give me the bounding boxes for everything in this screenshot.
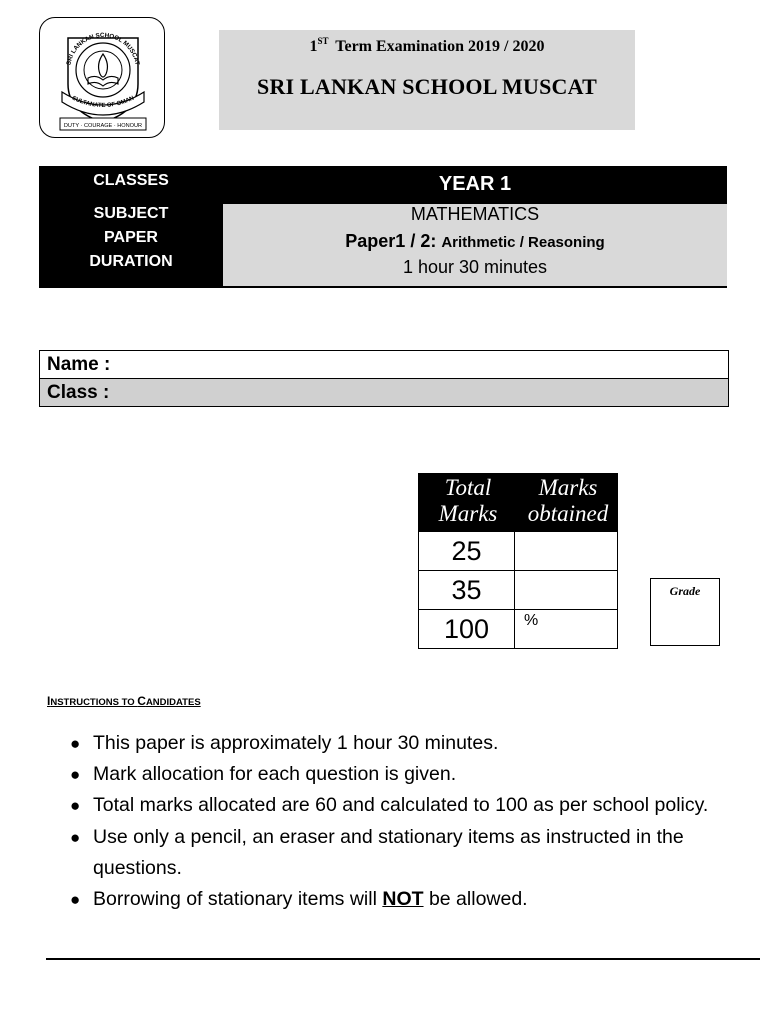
school-logo <box>39 17 165 138</box>
list-item: ● Use only a pencil, an eraser and stationary items as instructed in the questions. <box>70 822 730 884</box>
marks-table-header <box>418 473 618 531</box>
instructions-title: INSTRUCTIONS TO CANDIDATES <box>47 694 201 708</box>
term-title: 1ST Term Examination 2019 / 2020 <box>309 36 545 55</box>
duration-label: DURATION <box>89 253 173 270</box>
year-value: YEAR 1 <box>438 173 512 195</box>
list-item: ● Borrowing of stationary items will NOT be allowed. <box>70 884 730 915</box>
logo-arc-text: SRI LANKAN SCHOOL MUSCAT <box>65 31 141 66</box>
name-field[interactable] <box>40 351 728 379</box>
marks-obtained-header: Marks obtained <box>527 475 609 526</box>
duration-value: 1 hour 30 minutes <box>402 257 548 277</box>
exam-title-box <box>219 30 635 130</box>
list-item: ● This paper is approximately 1 hour 30 minutes. <box>70 728 730 759</box>
info-labels <box>39 166 223 286</box>
exam-info-table <box>39 166 727 288</box>
svg-text:SRI LANKAN SCHOOL MUSCAT <box>65 32 140 66</box>
obtained-cell[interactable] <box>514 570 618 610</box>
bullet-icon: ● <box>70 890 81 910</box>
classes-label: CLASSES <box>93 172 169 189</box>
bullet-icon: ● <box>70 765 81 785</box>
bullet-icon: ● <box>70 734 81 753</box>
obtained-cell[interactable] <box>514 531 618 571</box>
subject-label: SUBJECT <box>93 205 169 222</box>
grade-box[interactable] <box>650 578 720 646</box>
total-marks-header: Total Marks <box>438 475 498 526</box>
not-emphasis: NOT <box>382 888 424 911</box>
school-name: SRI LANKAN SCHOOL MUSCAT <box>257 74 597 99</box>
list-item: ● Mark allocation for each question is given. <box>70 759 730 790</box>
percentage-cell[interactable]: % <box>514 609 618 649</box>
subject-value: MATHEMATICS <box>410 204 540 224</box>
grade-label: Grade <box>669 584 701 598</box>
bullet-icon: ● <box>70 827 81 847</box>
marks-table <box>418 473 618 649</box>
total-cell: 100 <box>418 609 515 649</box>
name-label: Name : <box>47 354 111 375</box>
info-values <box>223 204 727 286</box>
total-cell: 25 <box>418 531 515 571</box>
student-details <box>39 350 729 407</box>
logo-band-text: SULTANATE OF OMAN <box>70 95 136 110</box>
class-field[interactable] <box>40 379 728 406</box>
paper-value: Paper1 / 2: Arithmetic / Reasoning <box>345 231 605 251</box>
paper-label: PAPER <box>104 229 158 246</box>
instructions-list <box>70 728 730 915</box>
class-label: Class : <box>47 382 110 403</box>
marks-table-body <box>418 531 618 649</box>
logo-motto: DUTY · COURAGE · HONOUR <box>63 123 143 129</box>
bullet-icon: ● <box>70 796 81 816</box>
total-cell: 35 <box>418 570 515 610</box>
list-item: ● Total marks allocated are 60 and calculated to 100 as per school policy. <box>70 790 730 821</box>
bottom-rule <box>46 958 760 960</box>
